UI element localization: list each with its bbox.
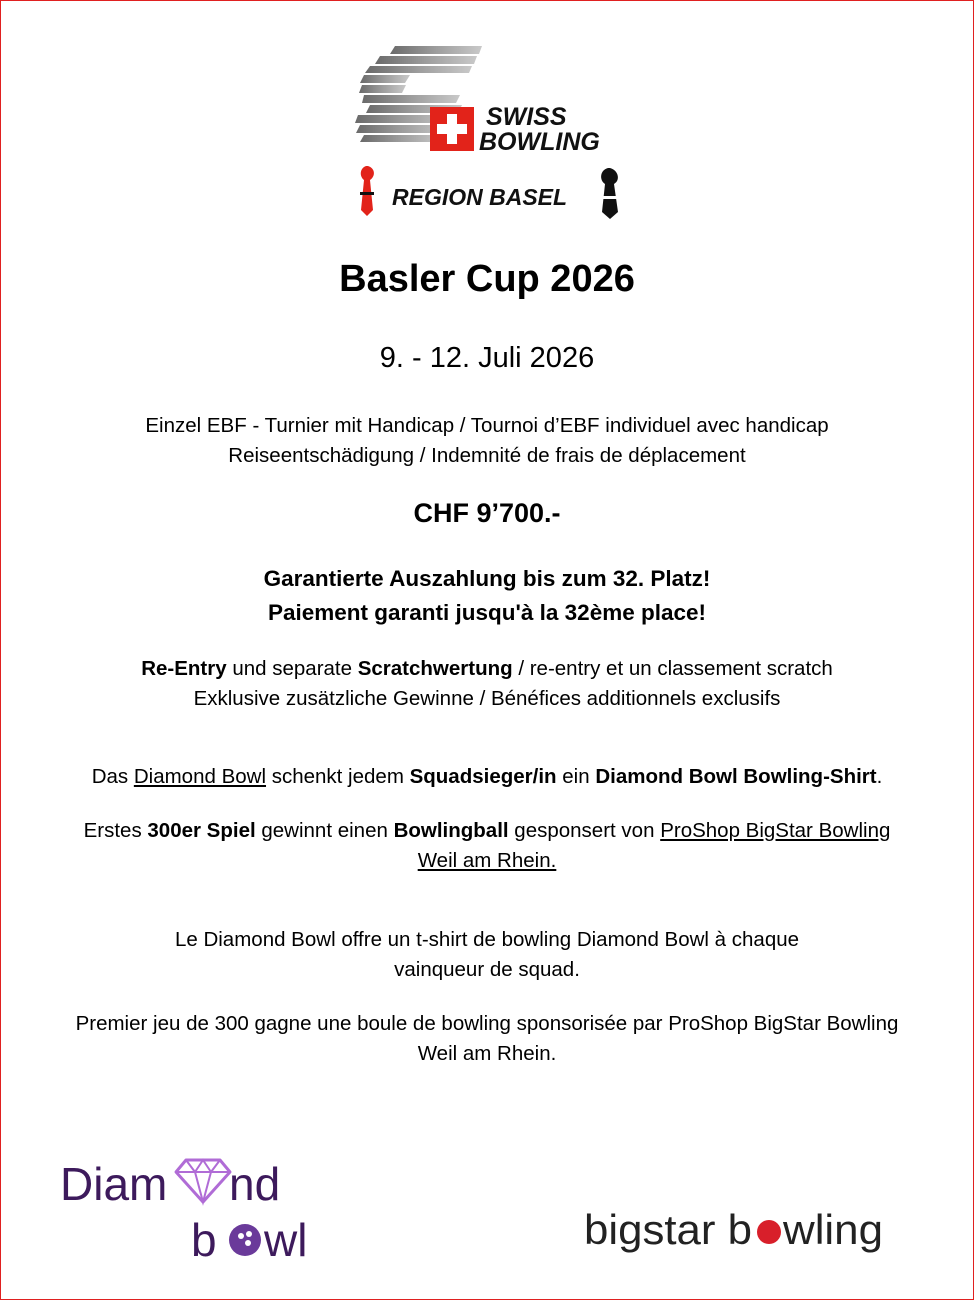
- guarantee-line-fr: Paiement garanti jusqu'à la 32ème place!: [267, 600, 707, 625]
- gem-icon: [176, 1160, 230, 1202]
- guarantee-line-de: Garantierte Auszahlung bis zum 32. Platz!: [263, 566, 711, 591]
- text-span: Erstes: [83, 819, 148, 842]
- 300-game-bold: 300er Spiel: [147, 819, 256, 842]
- game300-fr-line-1: Premier jeu de 300 gagne une boule de bowling sponsorisée par ProShop BigStar Bowling: [75, 1012, 899, 1035]
- red-ball-icon: [757, 1220, 781, 1244]
- proshop-link[interactable]: ProShop BigStar Bowling: [660, 819, 891, 842]
- logo-swiss-text: SWISS: [486, 103, 567, 131]
- bigstar-logo-part1: bigstar b: [584, 1206, 752, 1253]
- bigstar-logo-part2: wling: [781, 1206, 883, 1253]
- diamond-paragraph-de: [0, 762, 974, 792]
- tournament-info: [0, 411, 974, 471]
- event-dates: 9. - 12. Juli 2026: [379, 342, 595, 374]
- game300-line-2: [0, 846, 974, 876]
- game300-paragraph-fr: [0, 1009, 974, 1069]
- extras-line-2: Exklusive zusätzliche Gewinne / Bénéfices additionnels exclusifs: [193, 687, 781, 710]
- extras-block: [0, 654, 974, 714]
- shirt-bold: Diamond Bowl Bowling-Shirt: [595, 765, 877, 788]
- logo-region-text: REGION BASEL: [392, 184, 568, 210]
- game300-paragraph-de: [0, 816, 974, 876]
- text-span: gesponsert von: [508, 819, 661, 842]
- swiss-bowling-logo: [350, 40, 640, 225]
- diamond-fr-line-1: Le Diamond Bowl offre un t-shirt de bowling Diamond Bowl à chaque: [174, 928, 800, 951]
- diamond-logo-part3: b: [191, 1214, 217, 1266]
- game300-line-1: [0, 816, 974, 846]
- extras-text-a: und separate: [226, 657, 358, 680]
- squad-winner-bold: Squadsieger/in: [409, 765, 557, 788]
- bigstar-bowling-logo: [580, 1200, 890, 1270]
- diamond-bowl-logo: [58, 1152, 318, 1270]
- proshop-link-cont[interactable]: Weil am Rhein.: [417, 849, 557, 872]
- re-entry-label: Re-Entry: [141, 657, 227, 680]
- diamond-bowl-link[interactable]: Diamond Bowl: [133, 765, 267, 788]
- swiss-cross-icon: [430, 107, 474, 151]
- payout-guarantee: [0, 562, 974, 630]
- text-span: schenkt jedem: [266, 765, 410, 788]
- info-line-1: Einzel EBF - Turnier mit Handicap / Tournoi d’EBF individuel avec handicap: [145, 414, 829, 437]
- basel-staff-icon-right: [600, 168, 618, 219]
- text-span: gewinnt einen: [255, 819, 394, 842]
- game300-fr-line-2: Weil am Rhein.: [417, 1042, 557, 1065]
- bowling-ball-icon: [229, 1224, 261, 1256]
- diamond-fr-line-2: vainqueur de squad.: [394, 958, 580, 981]
- text-span: Das: [91, 765, 134, 788]
- info-line-2: Reiseentschädigung / Indemnité de frais de déplacement: [228, 444, 746, 467]
- bowlingball-bold: Bowlingball: [393, 819, 509, 842]
- text-span: ein: [556, 765, 596, 788]
- page-title: Basler Cup 2026: [339, 258, 635, 300]
- extras-text-b: / re-entry et un classement scratch: [512, 657, 833, 680]
- extras-line-1: [0, 654, 974, 684]
- text-span: .: [876, 765, 883, 788]
- scratch-label: Scratchwertung: [357, 657, 513, 680]
- diamond-logo-part4: wl: [264, 1214, 308, 1266]
- prize-amount: CHF 9’700.-: [413, 498, 561, 528]
- logo-bowling-text: BOWLING: [479, 128, 600, 156]
- basel-staff-icon-left: [360, 166, 374, 216]
- diamond-logo-part1: Diam: [60, 1158, 168, 1210]
- diamond-paragraph-fr: [0, 925, 974, 985]
- diamond-logo-part2: nd: [229, 1158, 281, 1210]
